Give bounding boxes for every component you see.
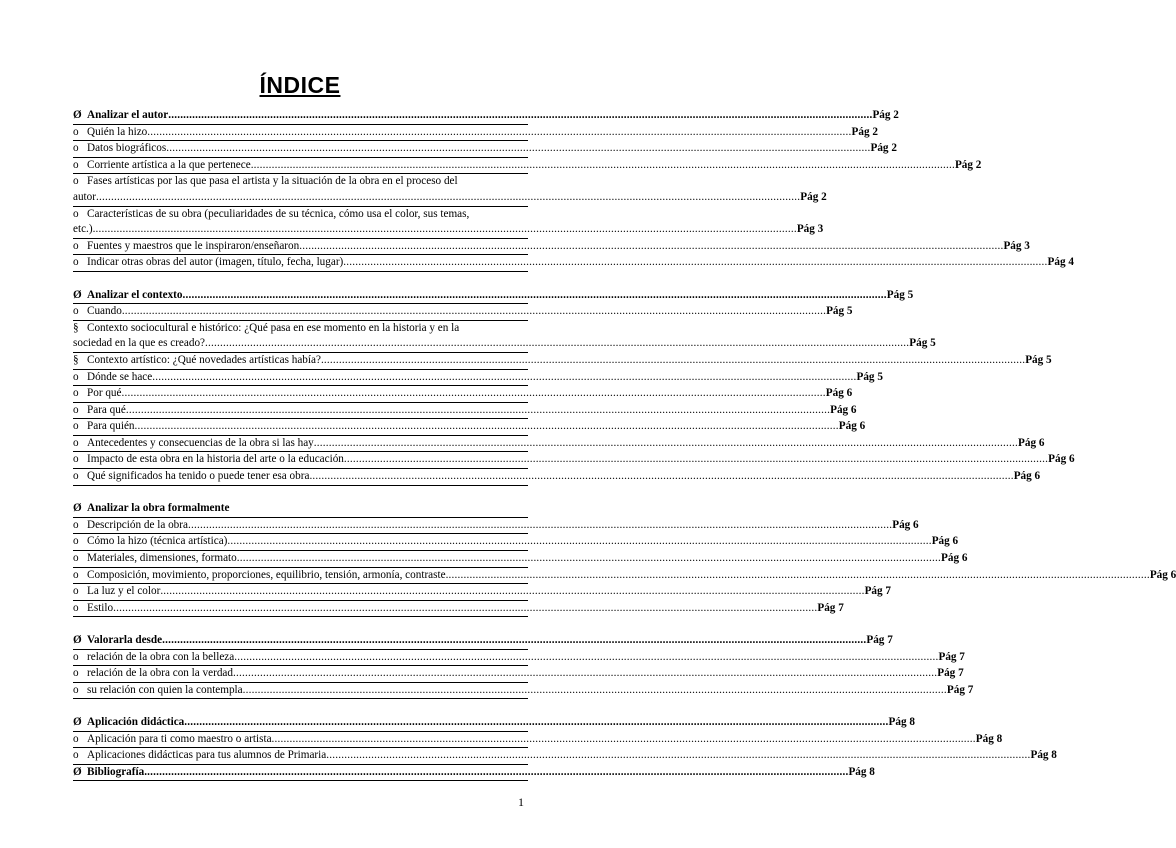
toc-page-ref: Pág 2 [870, 142, 897, 155]
toc-entry[interactable] [73, 321, 528, 337]
toc-entry-text: Impacto de esta obra en la historia del arte o la educación [87, 453, 344, 466]
toc-entry-text: Quién la hizo [87, 125, 148, 138]
section-gap [73, 272, 528, 288]
section-gap [73, 617, 528, 633]
dot-leader: ........................................................................................................................................................................................................................................... [313, 436, 1019, 449]
toc-entry-text: Bibliografía [87, 765, 145, 778]
toc-entry[interactable] [73, 666, 964, 683]
dot-leader: ........................................................................................................................................................................................................................................... [232, 667, 938, 680]
dot-leader: ........................................................................................................................................................................................................................................... [205, 337, 910, 350]
dot-leader: ........................................................................................................................................................................................................................................... [134, 420, 839, 433]
toc-entry[interactable] [73, 650, 965, 667]
bullet-icon: o [73, 601, 79, 614]
toc-page-ref: Pág 5 [856, 370, 883, 383]
toc-entry-text: Descripción de la obra [87, 518, 188, 531]
dot-leader: ........................................................................................................................................................................................................................................... [166, 142, 871, 155]
toc-entry-text: Características de su obra (peculiaridades de su técnica, cómo usa el color, sus temas, [87, 207, 470, 220]
dot-leader: ........................................................................................................................................................................................................................................... [184, 715, 889, 728]
toc-entry[interactable] [73, 683, 974, 700]
table-of-contents [73, 108, 1176, 781]
toc-entry-text: Para quién [87, 420, 135, 433]
bullet-icon: o [73, 403, 79, 416]
toc-page-ref: Pág 8 [888, 715, 915, 728]
dot-leader: ........................................................................................................................................................................................................................................... [250, 158, 955, 171]
toc-entry[interactable] [73, 207, 528, 223]
bullet-icon: o [73, 125, 79, 138]
toc-entry[interactable] [73, 469, 1041, 486]
toc-page-ref: Pág 7 [938, 650, 965, 663]
dot-leader: ........................................................................................................................................................................................................................................... [92, 223, 797, 236]
bullet-icon: o [73, 175, 79, 188]
dot-leader: ........................................................................................................................................................................................................................................... [234, 650, 939, 663]
toc-page-ref: Pág 7 [866, 634, 893, 646]
bullet-icon: o [73, 518, 79, 531]
toc-entry[interactable] [73, 568, 1176, 585]
toc-entry-text: Datos biográficos [87, 142, 167, 155]
toc-heading[interactable] [73, 501, 528, 518]
bullet-icon: Ø [73, 109, 82, 121]
bullet-icon: o [73, 158, 79, 171]
toc-entry-text: Para qué [87, 403, 126, 416]
dot-leader: ........................................................................................................................................................................................................................................... [299, 239, 1004, 252]
bullet-icon: o [73, 749, 79, 762]
page-title: ÍNDICE [259, 72, 341, 98]
dot-leader: ........................................................................................................................................................................................................................................... [125, 403, 831, 416]
dot-leader: ........................................................................................................................................................................................................................................... [187, 518, 893, 531]
bullet-icon: Ø [73, 288, 82, 301]
toc-entry-text: Fases artísticas por las que pasa el artista y la situación de la obra en el proceso del [87, 175, 458, 188]
toc-entry-text: Contexto artístico: ¿Qué novedades artísticas había? [87, 353, 321, 366]
dot-leader: ........................................................................................................................................................................................................................................... [147, 125, 852, 138]
toc-entry[interactable] [73, 403, 857, 420]
toc-entry-text: autor [73, 190, 96, 203]
toc-entry-text: Qué significados ha tenido o puede tener esa obra [87, 470, 310, 483]
bullet-icon: Ø [73, 715, 82, 728]
dot-leader: ........................................................................................................................................................................................................................................... [309, 470, 1014, 483]
toc-entry-text: La luz y el color [87, 585, 161, 598]
bullet-icon: o [73, 453, 79, 466]
dot-leader: ........................................................................................................................................................................................................................................... [113, 601, 818, 614]
bullet-icon: o [73, 256, 79, 269]
toc-entry[interactable] [73, 534, 959, 551]
toc-heading[interactable] [73, 715, 915, 732]
toc-entry[interactable] [73, 452, 1075, 469]
toc-entry-text: Aplicación didáctica [87, 715, 185, 728]
section-gap [73, 699, 528, 715]
toc-page-ref: Pág 8 [975, 732, 1003, 745]
toc-entry[interactable] [73, 222, 824, 239]
toc-entry[interactable] [73, 748, 1057, 765]
toc-entry-text: Materiales, dimensiones, formato [87, 552, 237, 565]
bullet-icon: Ø [73, 765, 82, 778]
bullet-icon: o [73, 470, 79, 483]
toc-entry[interactable] [73, 190, 827, 207]
toc-page-ref: Pág 5 [826, 305, 853, 318]
toc-page-ref: Pág 7 [864, 585, 891, 598]
toc-page-ref: Pág 5 [1025, 353, 1052, 366]
toc-entry-text: Corriente artística a la que pertenece [87, 158, 251, 171]
toc-entry[interactable] [73, 584, 891, 601]
dot-leader: ........................................................................................................................................................................................................................................... [343, 256, 1048, 269]
toc-page-ref: Pág 4 [1047, 256, 1074, 269]
bullet-icon: o [73, 552, 79, 565]
page-number: 1 [518, 795, 524, 809]
toc-page-ref: Pág 7 [817, 601, 844, 614]
toc-entry-text: Cómo la hizo (técnica artística) [87, 535, 228, 548]
toc-page-ref: Pág 6 [830, 403, 857, 416]
toc-entry[interactable] [73, 551, 968, 568]
toc-entry[interactable] [73, 353, 1052, 370]
bullet-icon: o [73, 420, 79, 433]
toc-entry-text: Aplicaciones didácticas para tus alumnos de Primaria [87, 749, 327, 762]
toc-page-ref: Pág 6 [892, 518, 919, 531]
dot-leader: ........................................................................................................................................................................................................................................... [162, 634, 867, 646]
toc-page-ref: Pág 5 [909, 337, 936, 350]
toc-page-ref: Pág 3 [1003, 239, 1030, 252]
toc-entry[interactable] [73, 370, 883, 387]
toc-entry-text: su relación con quien la contempla [87, 683, 243, 696]
toc-entry[interactable] [73, 419, 866, 436]
toc-entry-text: Composición, movimiento, proporciones, equilibrio, tensión, armonía, contraste [87, 568, 446, 581]
bullet-icon: o [73, 667, 79, 680]
section-gap [73, 486, 528, 502]
bullet-icon: § [73, 321, 79, 334]
toc-entry[interactable] [73, 239, 1030, 256]
bullet-icon: o [73, 436, 79, 449]
toc-entry[interactable] [73, 732, 1003, 749]
toc-entry[interactable] [73, 304, 853, 321]
dot-leader: ........................................................................................................................................................................................................................................... [320, 353, 1026, 366]
toc-entry[interactable] [73, 386, 853, 403]
bullet-icon: o [73, 305, 79, 318]
toc-entry-text: relación de la obra con la verdad [87, 667, 233, 680]
toc-page-ref: Pág 6 [1048, 453, 1075, 466]
toc-entry-text: Indicar otras obras del autor (imagen, título, fecha, lugar) [87, 256, 344, 269]
toc-page-ref: Pág 8 [848, 765, 875, 778]
bullet-icon: Ø [73, 502, 82, 515]
bullet-icon: § [73, 353, 79, 366]
toc-page-ref: Pág 3 [796, 223, 824, 236]
toc-entry-text: Por qué [87, 387, 122, 400]
toc-page-ref: Pág 6 [825, 387, 853, 400]
toc-entry[interactable] [73, 336, 936, 353]
dot-leader: ........................................................................................................................................................................................................................................... [168, 109, 873, 121]
toc-entry[interactable] [73, 601, 844, 618]
dot-leader: ........................................................................................................................................................................................................................................... [144, 765, 849, 778]
bullet-icon: o [73, 732, 79, 745]
toc-heading[interactable] [73, 288, 914, 305]
dot-leader: ........................................................................................................................................................................................................................................... [96, 190, 801, 203]
toc-heading[interactable] [73, 765, 875, 782]
bullet-icon: o [73, 387, 79, 400]
toc-page-ref: Pág 6 [941, 552, 968, 565]
bullet-icon: o [73, 142, 79, 155]
bullet-icon: Ø [73, 634, 82, 646]
toc-heading[interactable] [73, 108, 899, 125]
toc-entry[interactable] [73, 255, 1074, 272]
toc-page-ref: Pág 6 [1013, 470, 1041, 483]
toc-entry-text: Aplicación para ti como maestro o artista [87, 732, 272, 745]
toc-page-ref: Pág 2 [800, 190, 827, 203]
bullet-icon: o [73, 239, 79, 252]
toc-entry-text: etc.) [73, 223, 93, 236]
toc-page-ref: Pág 6 [1149, 568, 1176, 581]
dot-leader: ........................................................................................................................................................................................................................................... [152, 370, 857, 383]
toc-entry[interactable] [73, 518, 919, 535]
toc-entry-text: Estilo [87, 601, 114, 614]
bullet-icon: o [73, 650, 79, 663]
toc-page-ref: Pág 7 [937, 667, 964, 680]
bullet-icon: o [73, 683, 79, 696]
toc-entry-text: Analizar el contexto [87, 288, 183, 301]
toc-entry-text: Cuando [87, 305, 122, 318]
dot-leader: ........................................................................................................................................................................................................................................... [343, 453, 1049, 466]
toc-page-ref: Pág 6 [931, 535, 959, 548]
toc-page-ref: Pág 6 [1018, 436, 1045, 449]
toc-entry-text: Fuentes y maestros que le inspiraron/enseñaron [87, 239, 300, 252]
toc-entry-text: Dónde se hace [87, 370, 153, 383]
toc-page-ref: Pág 8 [1030, 749, 1057, 762]
toc-page-ref: Pág 2 [851, 125, 878, 138]
dot-leader: ........................................................................................................................................................................................................................................... [227, 535, 932, 548]
bullet-icon: o [73, 585, 79, 598]
toc-entry-text: Contexto sociocultural e histórico: ¿Qué pasa en ese momento en la historia y en la [87, 321, 460, 334]
dot-leader: ........................................................................................................................................................................................................................................... [271, 732, 976, 745]
toc-entry[interactable] [73, 125, 878, 142]
toc-entry[interactable] [73, 436, 1045, 453]
bullet-icon: o [73, 207, 79, 220]
toc-entry-text: relación de la obra con la belleza [87, 650, 235, 663]
toc-entry[interactable] [73, 141, 897, 158]
toc-page-ref: Pág 2 [872, 109, 899, 121]
bullet-icon: o [73, 370, 79, 383]
toc-page-ref: Pág 6 [838, 420, 866, 433]
dot-leader: ........................................................................................................................................................................................................................................... [160, 585, 865, 598]
toc-heading[interactable] [73, 633, 893, 650]
toc-page-ref: Pág 5 [886, 288, 914, 301]
dot-leader: ........................................................................................................................................................................................................................................... [182, 288, 887, 301]
dot-leader: ........................................................................................................................................................................................................................................... [121, 387, 826, 400]
toc-entry[interactable] [73, 158, 982, 175]
dot-leader: ........................................................................................................................................................................................................................................... [236, 552, 942, 565]
toc-page-ref: Pág 2 [954, 158, 982, 171]
dot-leader: ........................................................................................................................................................................................................................................... [121, 305, 827, 318]
dot-leader: ........................................................................................................................................................................................................................................... [445, 568, 1150, 581]
toc-entry[interactable] [73, 174, 528, 190]
dot-leader: ........................................................................................................................................................................................................................................... [326, 749, 1031, 762]
bullet-icon: o [73, 535, 79, 548]
toc-page-ref: Pág 7 [946, 683, 974, 696]
toc-entry-text: Analizar el autor [87, 109, 169, 121]
toc-entry-text: Analizar la obra formalmente [87, 502, 230, 515]
bullet-icon: o [73, 568, 79, 581]
toc-entry-text: sociedad en la que es creado? [73, 337, 206, 350]
toc-entry-text: Antecedentes y consecuencias de la obra si las hay [87, 436, 314, 449]
dot-leader: ........................................................................................................................................................................................................................................... [242, 683, 947, 696]
toc-entry-text: Valorarla desde [87, 634, 163, 646]
